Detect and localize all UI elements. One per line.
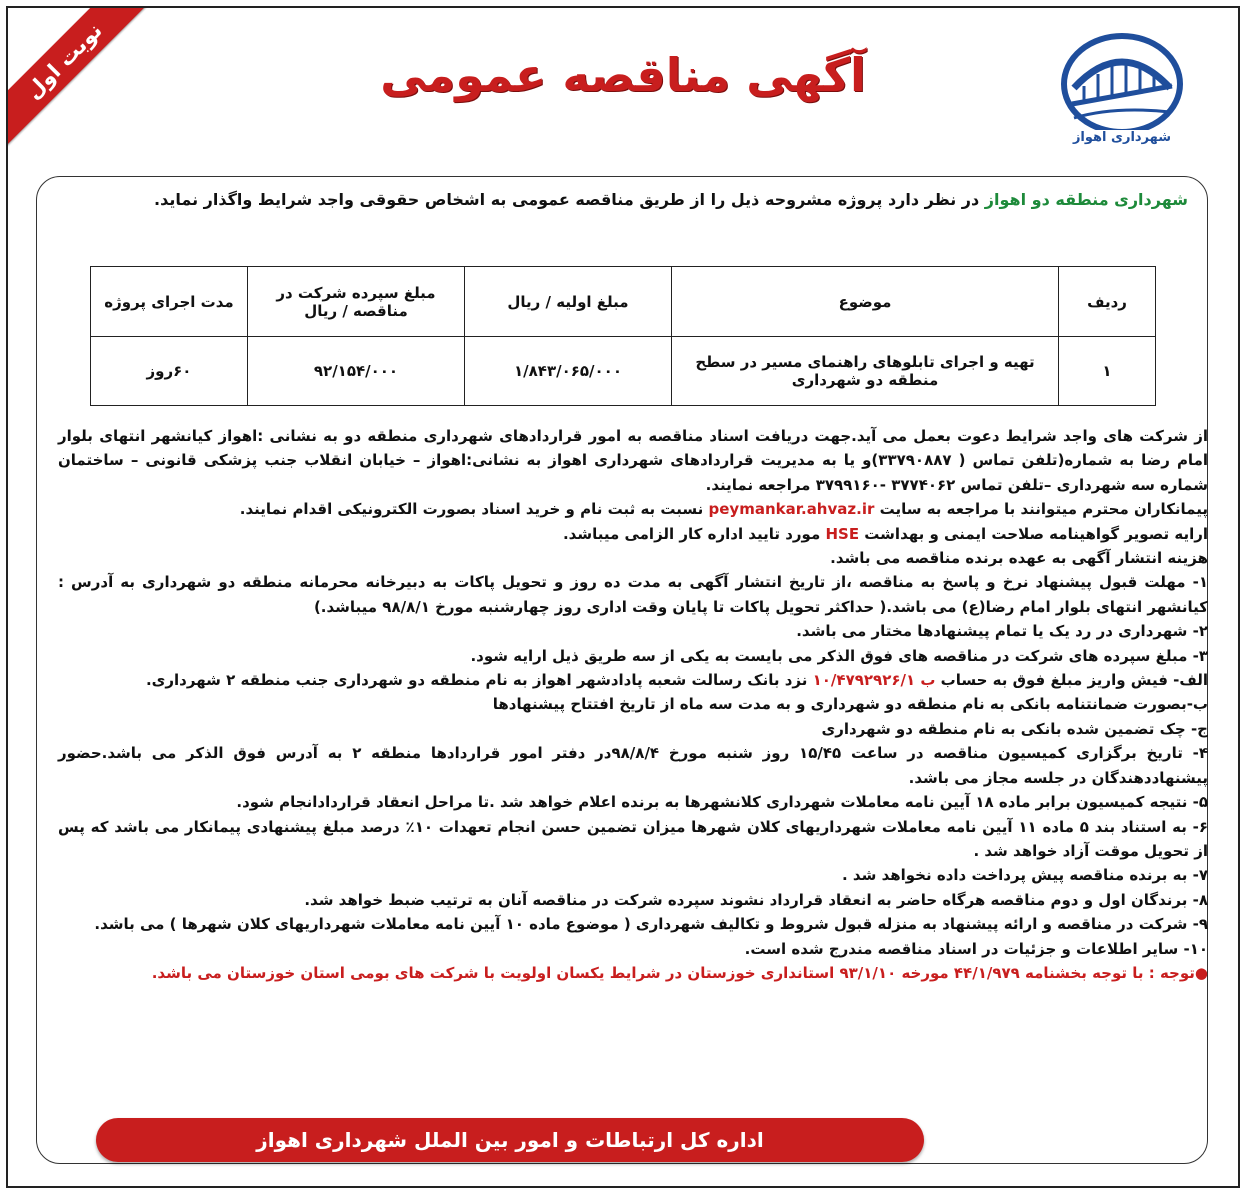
intro-rest: در نظر دارد پروژه مشروحه ذیل را از طریق مناقصه عمومی به اشخاص حقوقی واجد شرایط واگذار نماید. — [154, 190, 985, 209]
cell-subject: تهیه و اجرای تابلوهای راهنمای مسیر در سطح منطقه دو شهرداری — [672, 337, 1059, 406]
paragraph-hse — [58, 522, 1208, 546]
condition-item-7: ۷- به برنده مناقصه پیش پرداخت داده نخواهد شد . — [842, 866, 1208, 885]
cell-duration: ۶۰روز — [91, 337, 248, 406]
condition-item-3a — [58, 668, 1208, 692]
account-number: ب ۱۰/۴۷۹۲۹۲۶/۱ — [812, 671, 936, 690]
ribbon-label: نوبت اول — [8, 8, 148, 145]
tender-table — [90, 266, 1156, 406]
condition-item-9: ۹- شرکت در مناقصه و ارائه پیشنهاد به منزله قبول شروط و تکالیف شهرداری ( موضوع ماده ۱۰ آیین نامه معاملات شهرداریهای کلان شهرها ) می باشد. — [94, 915, 1208, 934]
header-row-number: ردیف — [1059, 267, 1156, 337]
paragraph-invitation: از شرکت های واجد شرایط دعوت بعمل می آید.جهت دریافت اسناد مناقصه به امور قراردادهای شهرداری منطقه دو به نشانی :اهواز کیانشهر انتهای بلوار امام رضا به شماره(تلفن تماس ( ۳۳۷۹۰۸۸۷)و یا به مدیریت قراردادهای شهرداری اهواز به نشانی:اهواز – خیابان انقلاب جنب پزشکی قانونی – ساختمان شماره سه شهرداری –تلفن تماس ۳۷۷۴۰۶۲ -۳۷۹۹۱۶۰ مراجعه نمایند. — [58, 427, 1208, 494]
condition-item-6: ۶- به استناد بند ۵ ماده ۱۱ آیین نامه معاملات شهرداریهای کلان شهرها میزان تضمین حسن انجام تعهدات ۱۰٪ درصد مبلغ پیشنهادی پیمانکار می باشد که پس از تحویل موقت آزاد خواهد شد . — [58, 817, 1209, 860]
condition-item-3b: ب-بصورت ضمانتنامه بانکی به نام منطقه دو شهرداری و به مدت سه ماه از تاریخ افتتاح پیشنهادها — [492, 695, 1208, 714]
table-header-row — [91, 267, 1156, 337]
paragraph-cost: هزینه انتشار آگهی به عهده برنده مناقصه می باشد. — [830, 549, 1208, 568]
website-link[interactable]: peymankar.ahvaz.ir — [708, 500, 875, 519]
hse-text-a: ارایه تصویر گواهینامه صلاحت ایمنی و بهداشت — [859, 524, 1208, 543]
condition-item-10: ۱۰- سایر اطلاعات و جزئیات در اسناد مناقصه مندرج شده است. — [744, 939, 1208, 958]
website-text-a: پیمانکاران محترم میتوانند با مراجعه به سایت — [874, 500, 1208, 519]
condition-item-5: ۵- نتیجه کمیسیون برابر ماده ۱۸ آیین نامه معاملات شهرداری کلانشهرها به برنده اعلام خواهد شد .تا مراحل انعقاد قراردادانجام شود. — [236, 793, 1208, 812]
item-3a-text-a: الف- فیش واریز مبلغ فوق به حساب — [935, 671, 1208, 690]
item-3a-text-b: نزد بانک رسالت شعبه پادادشهر اهواز به نام منطقه دو شهرداری جنب منطقه ۲ شهرداری. — [145, 671, 813, 690]
page-title: آگهی مناقصه عمومی — [380, 48, 866, 102]
header-duration: مدت اجرای پروژه — [91, 267, 248, 337]
conditions-text — [58, 424, 1208, 985]
logo-text: شهرداری اهواز — [1072, 130, 1172, 145]
header-deposit-amount: مبلغ سپرده شرکت در مناقصه / ریال — [248, 267, 465, 337]
header — [8, 8, 1238, 168]
ahvaz-municipality-logo — [1054, 26, 1190, 154]
condition-item-1: ۱- مهلت قبول پیشنهاد نرخ و پاسخ به مناقصه ،از تاریخ انتشار آگهی به مدت ده روز و تحویل پاکات به دبیرخانه محرمانه منطقه دو شهرداری به آدرس : کیانشهر انتهای بلوار امام رضا(ع) می باشد.( حداکثر تحویل پاکات تا پایان وقت اداری روز چهارشنبه مورخ ۹۸/۸/۱ میباشد.) — [58, 573, 1208, 616]
website-text-b: نسبت به ثبت نام و خرید اسناد بصورت الکترونیکی اقدام نمایند. — [239, 500, 709, 519]
header-subject: موضوع — [672, 267, 1059, 337]
paragraph-website — [58, 497, 1208, 521]
cell-row-number: ۱ — [1059, 337, 1156, 406]
header-initial-amount: مبلغ اولیه / ریال — [465, 267, 672, 337]
intro-highlight: شهرداری منطقه دو اهواز — [984, 190, 1188, 209]
condition-item-2: ۲- شهرداری در رد یک یا تمام پیشنهادها مختار می باشد. — [796, 622, 1208, 641]
table-row — [91, 337, 1156, 406]
intro-text — [48, 188, 1188, 212]
cell-deposit-amount: ۹۲/۱۵۴/۰۰۰ — [248, 337, 465, 406]
condition-item-8: ۸- برندگان اول و دوم مناقصه هرگاه حاضر به انعقاد قرارداد نشوند سپرده شرکت در مناقصه آنان به ترتیب ضبط خواهد شد. — [304, 890, 1208, 909]
condition-item-3c: ج- چک تضمین شده بانکی به نام منطقه دو شهرداری — [821, 719, 1208, 738]
condition-item-4: ۴- تاریخ برگزاری کمیسیون مناقصه در ساعت ۱۵/۴۵ روز شنبه مورخ ۹۸/۸/۴در دفتر امور قراردادها منطقه ۲ به آدرس فوق الذکر می باشد.حضور پیشنهاددهندگان در جلسه مجاز می باشد. — [58, 744, 1208, 787]
footer-banner: اداره کل ارتباطات و امور بین الملل شهرداری اهواز — [96, 1118, 924, 1162]
cell-initial-amount: ۱/۸۴۳/۰۶۵/۰۰۰ — [465, 337, 672, 406]
hse-label: HSE — [825, 524, 860, 543]
condition-item-3: ۳- مبلغ سپرده های شرکت در مناقصه های فوق الذکر می بایست به یکی از سه طریق ذیل ارایه شود. — [470, 646, 1208, 665]
hse-text-b: مورد تایید اداره کار الزامی میباشد. — [562, 524, 826, 543]
note: ●توجه : با توجه بخشنامه ۴۴/۱/۹۷۹ مورخه ۹۳/۱/۱۰ استانداری خوزستان در شرایط یکسان اولویت با شرکت های بومی استان خوزستان می باشد. — [151, 963, 1208, 982]
